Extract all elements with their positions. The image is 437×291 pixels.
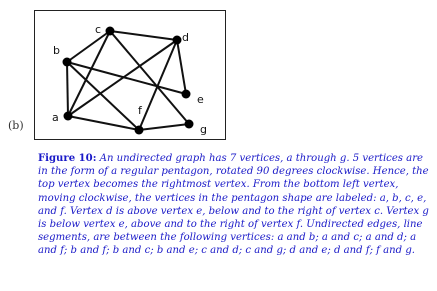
vertex-e xyxy=(182,90,191,99)
graph-diagram xyxy=(35,11,225,139)
vertex-label-b: b xyxy=(53,44,60,57)
edge-a-c xyxy=(68,31,110,116)
edge-f-g xyxy=(139,124,189,130)
caption-label: Figure 10: xyxy=(38,153,97,164)
edge-b-c xyxy=(67,31,110,62)
figure-caption xyxy=(38,152,430,258)
vertex-d xyxy=(173,36,182,45)
vertex-g xyxy=(185,120,194,129)
vertex-label-c: c xyxy=(95,23,102,36)
vertex-label-e: e xyxy=(197,93,204,106)
vertex-label-f: f xyxy=(138,104,142,117)
caption-text: An undirected graph has 7 vertices, a through g. 5 vertices are in the form of a regular pentagon, rotated 90 degrees clockwise. Hence, the top vertex becomes the rightmost vertex. From the bottom left vertex, moving clockwise, the vertices in the pentagon shape are labeled: a, b, c, e, and f. Vertex d is above vertex e, below and to the right of vertex c. Vertex g is below vertex e, above and to the right of vertex f. Undirected edges, line segments, are between the following vertices: a and b; a and c; a and d; a and f; b and f; b and c; b and e; c and d; c and g; d and e; d and f; f and g. xyxy=(38,153,429,257)
edge-d-e xyxy=(177,40,186,94)
edge-a-b xyxy=(67,62,68,116)
vertex-c xyxy=(106,27,115,36)
vertex-b xyxy=(63,58,72,67)
graph-figure xyxy=(34,10,226,140)
vertex-label-d: d xyxy=(182,31,189,44)
panel-label: (b) xyxy=(8,119,24,132)
vertex-a xyxy=(64,112,73,121)
edge-c-d xyxy=(110,31,177,40)
vertex-label-g: g xyxy=(200,123,207,136)
edge-a-f xyxy=(68,116,139,130)
vertex-f xyxy=(135,126,144,135)
vertex-label-a: a xyxy=(52,111,59,124)
